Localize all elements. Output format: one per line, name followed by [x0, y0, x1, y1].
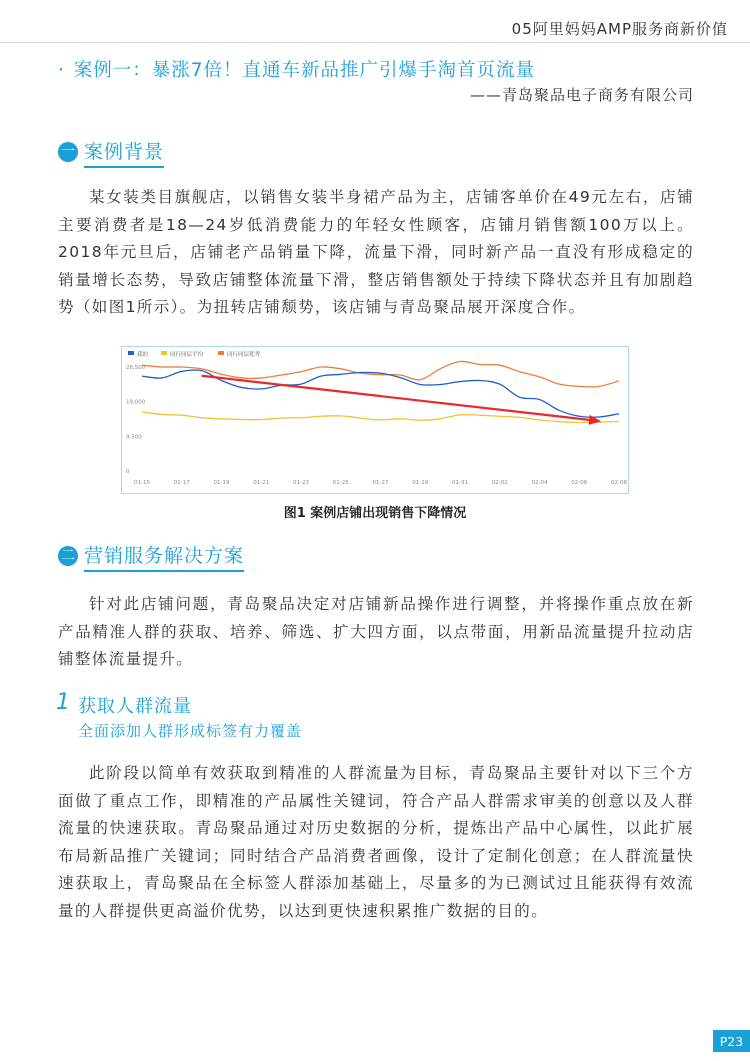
y-tick-label: 9,500: [126, 434, 142, 441]
x-tick-label: 01-27: [372, 480, 389, 486]
sales-trend-chart: [121, 346, 629, 494]
section-title: 营销服务解决方案: [84, 541, 244, 572]
solution-paragraph: 针对此店铺问题，青岛聚品决定对店铺新品操作进行调整，并将操作重点放在新产品精准人群的获取、培养、筛选、扩大四方面，以点带面，用新品流量提升拉动店铺整体流量提升。: [58, 595, 694, 668]
subsection-subtitle: 全面添加人群形成标签有力覆盖: [78, 722, 303, 740]
y-tick-label: 0: [126, 469, 130, 475]
x-tick-label: 02-02: [491, 480, 508, 486]
legend-swatch: [161, 351, 167, 355]
x-tick-label: 01-17: [173, 480, 190, 486]
x-tick-label: 01-15: [134, 480, 150, 486]
legend-label: 同行同层优秀: [227, 352, 261, 358]
y-tick-label: 28,500: [126, 365, 146, 371]
legend-swatch: [218, 351, 224, 355]
section-badge-icon: 一: [58, 142, 78, 162]
chart-canvas: [122, 347, 628, 493]
header-title: 05阿里妈妈AMP服务商新价值: [511, 20, 728, 38]
section-badge-icon: 二: [58, 546, 78, 566]
x-tick-label: 01-23: [293, 480, 309, 486]
legend-label: 同行同层平均: [170, 352, 204, 358]
x-tick-label: 01-31: [452, 480, 468, 486]
audience-paragraph: 此阶段以简单有效获取到精准的人群流量为目标，青岛聚品主要针对以下三个方面做了重点工作，即精准的产品属性关键词，符合产品人群需求审美的创意以及人群流量的快速获取。青岛聚品通过对历史数据的分析，提炼出产品中心属性，以此扩展布局新品推广关键词；同时结合产品消费者画像，设计了定制化创意；在人群流量快速获取上，青岛聚品在全标签人群添加基础上，尽量多的为已测试过且能获得有效流量的人群提供更高溢价优势，以达到更快速积累推广数据的目的。: [58, 764, 694, 920]
header-divider: [0, 42, 750, 43]
figure-caption: 图1 案例店铺出现销售下降情况: [283, 506, 467, 521]
x-tick-label: 01-19: [213, 480, 230, 486]
bullet-dot-icon: ·: [58, 60, 65, 81]
section-title: 案例背景: [84, 137, 164, 168]
legend-swatch: [128, 351, 134, 355]
case-title-text: 案例一：暴涨7倍！直通车新品推广引爆手淘首页流量: [73, 60, 536, 81]
series-line-2: [142, 361, 619, 386]
x-tick-label: 02-06: [571, 480, 588, 486]
x-tick-label: 01-29: [412, 480, 429, 486]
legend-label: 我的: [137, 352, 149, 358]
page-number: P23: [713, 1030, 750, 1052]
x-tick-label: 02-04: [531, 480, 548, 486]
subsection-number: 1: [56, 690, 70, 715]
series-line-1: [142, 412, 619, 423]
background-paragraph: 某女装类目旗舰店，以销售女装半身裙产品为主，店铺客单价在49元左右，店铺主要消费者是18—24岁低消费能力的年轻女性顾客，店铺月销售额100万以上。2018年元旦后，店铺老产品销量下降，流量下滑，同时新产品一直没有形成稳定的销量增长态势，导致店铺整体流量下滑，整店销售额处于持续下降状态并且有加剧趋势（如图1所示）。为扭转店铺颓势，该店铺与青岛聚品展开深度合作。: [58, 188, 694, 316]
x-tick-label: 01-25: [332, 480, 349, 486]
y-tick-label: 19,000: [126, 399, 146, 406]
x-tick-label: 02-08: [611, 480, 627, 486]
section-heading-background: [58, 138, 164, 166]
x-tick-label: 01-21: [253, 480, 270, 486]
trend-arrow-line: [202, 376, 600, 421]
case-company: ——青岛聚品电子商务有限公司: [469, 86, 694, 104]
subsection-title: 获取人群流量: [78, 696, 192, 717]
case-title: [58, 56, 535, 82]
section-heading-solution: [58, 542, 244, 570]
